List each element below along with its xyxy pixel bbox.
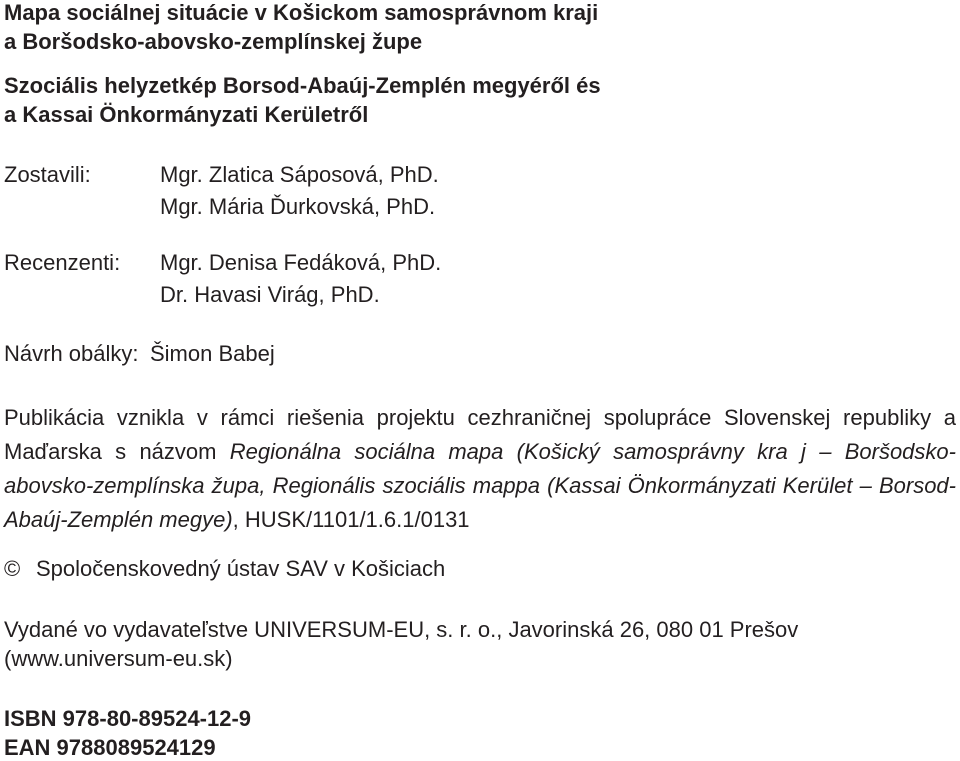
project-code: , HUSK/1101/1.6.1/0131 bbox=[232, 507, 470, 532]
ean: EAN 9788089524129 bbox=[4, 735, 216, 760]
title-sk-line2: a Boršodsko-abovsko-zemplínskej župe bbox=[4, 29, 423, 54]
compilers-label: Zostavili: bbox=[4, 162, 91, 187]
reviewer-name: Mgr. Denisa Fedáková, PhD. bbox=[160, 250, 442, 275]
reviewer-name: Dr. Havasi Virág, PhD. bbox=[160, 282, 380, 307]
cover-label: Návrh obálky: bbox=[4, 341, 139, 366]
compiler-name: Mgr. Mária Ďurkovská, PhD. bbox=[160, 194, 436, 219]
title-hu-line2: a Kassai Önkormányzati Kerületről bbox=[4, 102, 369, 127]
project-title: Regionálna sociálna mapa (Košický samosprávny kra j – Boršodsko-abovsko-zemplínska župa, Regionális szociális mappa (Kassai Önkormányzati Kerület – Borsod-Abaúj-Zemplén megye) bbox=[4, 439, 956, 532]
compiler-name: Mgr. Zlatica Sáposová, PhD. bbox=[160, 162, 439, 187]
title-hu-line1: Szociális helyzetkép Borsod-Abaúj-Zemplén megyéről és bbox=[4, 73, 601, 98]
reviewers-label: Recenzenti: bbox=[4, 250, 121, 275]
project-paragraph bbox=[4, 401, 956, 537]
title-sk-line1: Mapa sociálnej situácie v Košickom samosprávnom kraji bbox=[4, 0, 599, 25]
project-intro: Publikácia vznikla v rámci riešenia projektu cezhraničnej spolupráce Slovenskej republiky a Maďarska s názvom bbox=[4, 405, 956, 464]
copyright-icon: © bbox=[4, 556, 21, 581]
copyright-holder: Spoločenskovedný ústav SAV v Košiciach bbox=[36, 556, 446, 581]
publisher-line1: Vydané vo vydavateľstve UNIVERSUM-EU, s. r. o., Javorinská 26, 080 01 Prešov bbox=[4, 617, 799, 642]
publisher-website[interactable]: (www.universum-eu.sk) bbox=[4, 646, 233, 671]
cover-designer: Šimon Babej bbox=[150, 341, 275, 366]
isbn: ISBN 978-80-89524-12-9 bbox=[4, 706, 252, 731]
copyright-line bbox=[4, 556, 445, 582]
